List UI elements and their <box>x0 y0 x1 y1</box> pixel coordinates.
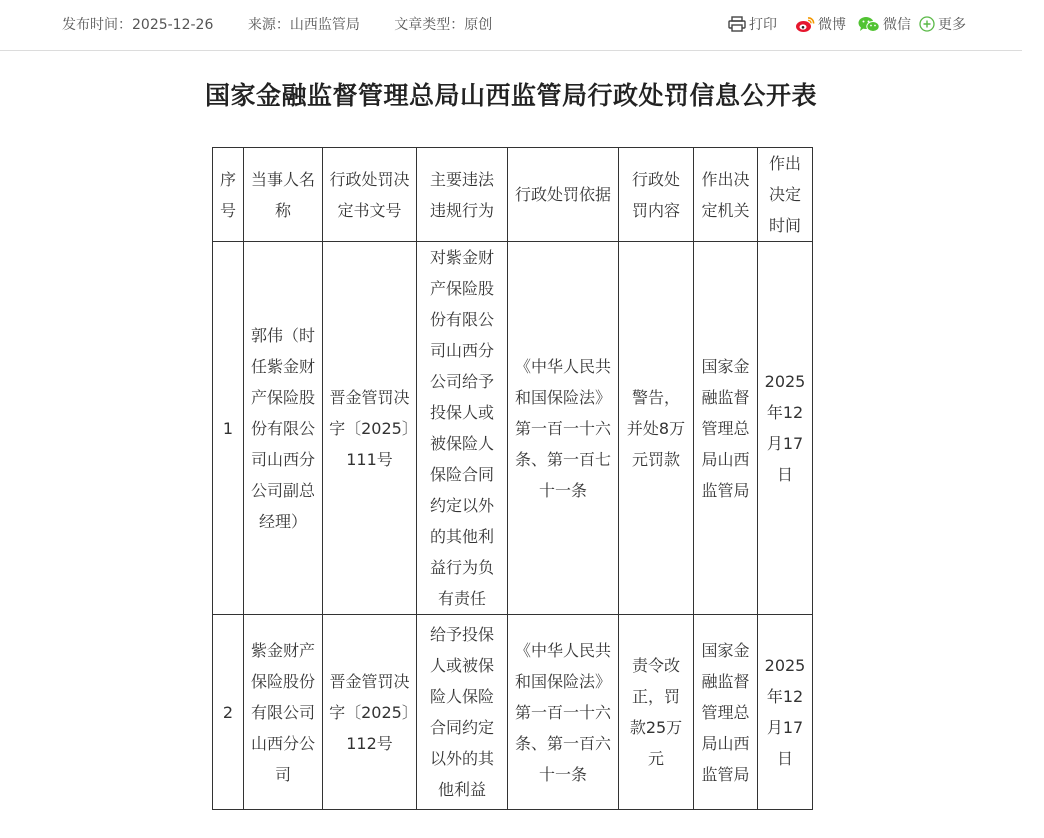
wechat-icon <box>858 16 880 33</box>
source-value: 山西监管局 <box>289 17 360 33</box>
header-cell-authority: 作出决定机关 <box>694 148 758 242</box>
cell-date: 2025年12月17日 <box>758 615 813 810</box>
header-cell-date: 作出决定时间 <box>758 148 813 242</box>
table-row <box>213 615 813 810</box>
cell-doc-no: 晋金管罚决字〔2025〕111号 <box>323 242 417 615</box>
more-share-button[interactable] <box>919 14 966 34</box>
weibo-icon <box>795 16 815 33</box>
page-title: 国家金融监督管理总局山西监管局行政处罚信息公开表 <box>204 81 817 110</box>
cell-violation: 给予投保人或被保险人保险合同约定以外的其他利益 <box>417 615 508 810</box>
cell-authority: 国家金融监督管理总局山西监管局 <box>694 242 758 615</box>
table-row <box>213 242 813 615</box>
cell-basis: 《中华人民共和国保险法》第一百一十六条、第一百七十一条 <box>508 242 619 615</box>
cell-violation: 对紫金财产保险股份有限公司山西分公司给予投保人或被保险人保险合同约定以外的其他利益行为负有责任 <box>417 242 508 615</box>
source-label: 来源： <box>247 17 290 33</box>
publish-time <box>62 17 213 33</box>
penalty-table <box>212 147 813 810</box>
header-cell-no: 序号 <box>213 148 244 242</box>
plus-circle-icon <box>919 16 935 32</box>
cell-date: 2025年12月17日 <box>758 242 813 615</box>
publish-time-label: 发布时间： <box>62 17 132 33</box>
weibo-label: 微博 <box>818 17 846 33</box>
article-type-label: 文章类型： <box>394 17 465 33</box>
article-meta-bar <box>0 0 1022 51</box>
header-cell-doc-no: 行政处罚决定书文号 <box>323 148 417 242</box>
cell-party: 紫金财产保险股份有限公司山西分公司 <box>244 615 323 810</box>
print-label: 打印 <box>749 17 777 33</box>
print-button[interactable] <box>728 14 777 34</box>
publish-time-value: 2025-12-26 <box>132 17 214 33</box>
cell-penalty: 警告，并处8万元罚款 <box>619 242 694 615</box>
header-cell-violation: 主要违法违规行为 <box>417 148 508 242</box>
cell-penalty: 责令改正，罚款25万元 <box>619 615 694 810</box>
table-header-row <box>213 148 813 242</box>
article-type-value: 原创 <box>464 17 493 33</box>
article-meta-info <box>62 14 522 34</box>
printer-icon <box>728 16 746 32</box>
share-toolbar <box>716 14 966 34</box>
header-cell-party: 当事人名称 <box>244 148 323 242</box>
article-type <box>394 17 492 33</box>
cell-basis: 《中华人民共和国保险法》第一百一十六条、第一百六十一条 <box>508 615 619 810</box>
source <box>248 17 360 33</box>
wechat-share-button[interactable] <box>858 14 911 34</box>
wechat-label: 微信 <box>883 17 911 33</box>
cell-doc-no: 晋金管罚决字〔2025〕112号 <box>323 615 417 810</box>
weibo-share-button[interactable] <box>795 14 846 34</box>
cell-party: 郭伟（时任紫金财产保险股份有限公司山西分公司副总经理） <box>244 242 323 615</box>
cell-no: 2 <box>213 615 244 810</box>
cell-authority: 国家金融监督管理总局山西监管局 <box>694 615 758 810</box>
header-cell-penalty: 行政处罚内容 <box>619 148 694 242</box>
header-cell-basis: 行政处罚依据 <box>508 148 619 242</box>
more-label: 更多 <box>938 17 966 33</box>
cell-no: 1 <box>213 242 244 615</box>
